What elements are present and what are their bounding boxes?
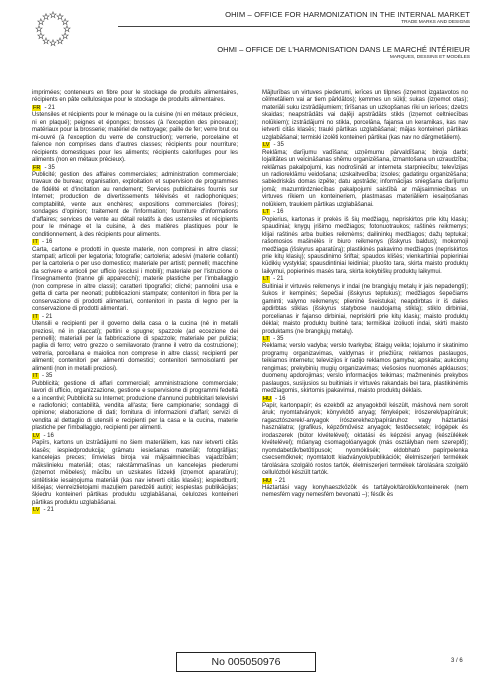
header-ohim-en-title: OHIM – OFFICE FOR HARMONIZATION IN THE INTERNAL MARKET: [225, 10, 470, 19]
class-heading: [32, 239, 238, 246]
language-code-badge: FR: [33, 104, 41, 111]
goods-services-text: Háztartási vagy konyhaeszközök és tartályok/tárolók/konteinerek (nem nemesfém vagy nemesfém bevonatú –); fésűk és: [262, 485, 468, 499]
star-icon: [57, 38, 63, 44]
class-heading: [262, 336, 468, 343]
star-icon: [43, 38, 49, 44]
class-number: - 35: [44, 164, 55, 171]
language-code-badge: IT: [33, 239, 38, 246]
class-heading: [262, 276, 468, 283]
star-icon: [62, 33, 68, 39]
goods-services-text: Publicité; gestion des affaires commerciales; administration commerciale; travaux de bureau; organisation, exploitation et supervision de programmes de fidélité et d'incitation au rendement; Services publicitaires fournis sur Internet; production de divertissements télévisés et radiophoniques; comptabilité, vente aux enchères; expositions commerciales (foires); sondages d'opinion; traitement de l'information; fourniture d'informations d'affaires; services de vente au détail relatifs à des ustensiles et récipients pour le ménage et la cuisine, à des matières plastiques pour le conditionnement, à des récipients pour aliments.: [32, 171, 238, 238]
star-icon: [36, 26, 42, 32]
class-heading: [32, 373, 238, 380]
class-number: - 21: [43, 507, 54, 514]
goods-services-text: imprimées; conteneurs en fibre pour le stockage de produits alimentaires, récipients en pâte cellulosique pour le stockage de produits alimentaires.: [32, 90, 238, 104]
header-ohmi-fr-subtitle: MARQUES, DESSINS ET MODÈLES: [389, 55, 470, 60]
right-column: [262, 90, 468, 500]
class-heading: [262, 209, 468, 216]
goods-services-text: Papír, kartonpapír; és ezekből az anyagokból készült, máshová nem sorolt áruk; nyomtatványok; könyvkötő anyag; fényképek; írószerek/papíráruk; ragasztószerek/-anyagok írószerekhez/papíráruhoz vagy háztartási használatra; (grafikus, képzőművész anyagok; festőecsetek; írógépek és irodaszerek (bútor kivételével); oktatási és képzési anyag (készülékek kivételével); műanyag csomagolóanyagok (más osztályban nem szereplő); nyomdabetűk/betűtípusok; nyomóklisék; eldobható papírpelenka csecsemőknek; nyomtatott kiadványok/publikációk; élelmiszerjeri termékek tárolására szolgáló rostos tartók, élelmiszerjeri termékek tárolására szolgáló cellulózból készült tartók.: [262, 403, 468, 477]
left-column: [32, 90, 238, 515]
language-code-badge: LT: [263, 335, 270, 342]
goods-services-text: Papīrs, kartons un izstrādājumi no šiem materiāliem, kas nav ietverti citās klasēs; iespiedprodukcija; grāmatu iesiešanas materiāli; fotogrāfijas; kancelejas preces; līmvielas biroja vai mājsaimniecības vajadzībām; mākslinieku materiāli; otas; rakstāmmašīnas un kancelejas piederumi (izņemot mēbeles); mācību un uzskates līdzekļi (izņemot aparatūru); sintētiskie iesaiņojuma materiāli (kas nav ietverti citās klasēs); iespiedburti; klišejas; vienreizlietojami mazuļiem paredzēti autiņi; iespiestas publikācijas; šķiedru konteineri pārtikas produktu uzglabāšanai, celulozes konteineri pārtikas produktu uzglabāšanai.: [32, 440, 238, 506]
class-number: - 16: [41, 239, 53, 246]
star-icon: [62, 19, 68, 25]
star-icon: [50, 40, 56, 46]
class-heading: [262, 396, 468, 403]
goods-services-text: Mājturības un virtuves piederumi, ierīces un tilpnes (izņemot izgatavotos no cēlmetāliem vai ar tiem pārklātos); ķemmes un sūkļi; sukas (izņemot otas); materiāli suku izstrādājumiem; tīrīšanas un uzkopšanas rīki un ierīces; dzelzs skaidas; neapstrādāts vai daļēji apstrādāts stikls (izņemot celtniecības nolūkiem); izstrādājumi no stikla, porcelāna, fajansa un keramikas, kas nav ietverti citās klasēs; trauki pārtikas uzglabāšanai; mājas konteineri pārtikas uzglabāšanai; termiski izolēti konteineri pārtikai (kas nav no dārgmetāliem).: [262, 90, 468, 141]
document-number-box: No 005050976: [176, 652, 316, 672]
class-heading: [262, 478, 468, 485]
goods-services-text: Pubblicità; gestione di affari commerciali; amministrazione commerciale; lavori di ufficio, organizzazione, gestione e supervisione di programmi fedeltà e a incentivi; Pubblicità su Internet; produzione d'annunci pubblicitari televisivi e radiofonici; contabilità, vendita all'asta; fiere campionarie; sondaggi di opinione; elaborazione di dati; fornitura di informazioni d'affari; servizi di vendita al dettaglio di utensili e recipienti per la casa e la cucina, materie plastiche per l'imballaggio, recipienti per alimenti.: [32, 380, 238, 432]
language-code-badge: LV: [33, 432, 40, 439]
goods-services-text: Popierius, kartonas ir prekės iš šių medžiagų, nepriskirtos prie kitų klasių; spaudiniai; knygų įrišimo medžiagos; fotonuotraukos; raštinės reikmenys; klijai raštinės arba buities reikmėms; dailininkų medžiagos; dažų teptukai; rašomosios mašinėlės ir biuro reikmenys (išskyrus baldus); mokomoji medžiaga (išskyrus aparatūrą); plastikinės pakavimo medžiagos (nepriskirtos prie kitų klasių); spausdinimo šriftai; spaudos klišės; vienkartiniai popieriniai kūdikių vystyklai; spausdintiniai leidiniai; pluošto tara, skirta maisto produktų laikymui, popierinės masės tara, skirta kokybiškų produktų laikymui.: [262, 216, 468, 275]
header-ohim-en: [118, 10, 470, 27]
eu-stars-logo: [32, 8, 74, 50]
language-code-badge: HU: [263, 477, 272, 484]
language-code-badge: LT: [263, 209, 270, 216]
language-code-badge: LV: [33, 507, 40, 514]
goods-services-text: Buitiniai ir virtuvės reikmenys ir indai (ne brangiųjų metalų ir jais nepadengti); šukos ir kempinės; šepečiai (išskyrus teptukus); medžiagos šepečiams gaminti; valymo reikmenys; plieninė šveistukai; neapdirbtas ir iš dalies apdirbtas stiklas (išskyrus statybose naudojamą stiklą); stiklo dirbiniai, porcelianas ir fajanso dirbiniai, nepriskirti prie kitų klasių; maisto produktų dėklai; maisto produktų buitinė tara; termiškai izoliuoti indai, skirti maisto produktams (ne brangiųjų metalų).: [262, 283, 468, 335]
star-icon: [50, 12, 56, 18]
header-ohmi-fr: [118, 45, 470, 60]
language-code-badge: LV: [263, 142, 270, 149]
star-icon: [43, 14, 49, 20]
class-number: - 35: [273, 142, 284, 149]
class-number: - 16: [273, 209, 284, 216]
class-heading: [32, 105, 238, 112]
goods-services-text: Utensili e recipienti per il governo della casa o la cucina (né in metalli preziosi, né in placcati); pettini e spugne; spazzole (ad eccezione dei pennelli); materiali per la fabbricazione di spazzole; materiale per pulizia; paglia di ferro; vetro grezzo o semilavorato (tranne il vetro da costruzione); vetreria, porcellana e maiolica non comprese in altre classi; recipienti per alimenti; contenitori per alimenti domestici; contenitori termoisolanti per alimenti (non in metalli preziosi).: [32, 321, 238, 372]
class-number: - 35: [41, 373, 53, 380]
star-icon: [38, 33, 44, 39]
goods-services-text: Reklāma; darījumu vadīšana; uzņēmumu pārvaldīšana; biroja darbi; lojalitātes un veicināšanas shēmu organizēšana, izmantošana un uzraudzība; reklāmas pakalpojumi, kas nodrošināti ar interneta starpniecību; televīzijas un radioreklāmu veidošana; uzskaitvedība; izsoles; gadatirgu organizēšana; sabiedriskās domas izpēte; datu apstrāde; informācijas sniegšana darījumu jomā; mazumtirdzniecības pakalpojumi saistībā ar mājsaimniecības un virtuves rīkiem un konteineriem, plastmasas materiāliem iesaiņošanas nolūkiem, traukiem pārtikas uzglabāšanai.: [262, 149, 468, 208]
class-number: - 21: [275, 477, 286, 484]
goods-services-text: Reklama; verslo vadyba; verslo tvarkybа; ištaigų veikla; lojalumo ir skatinimo programų organizavimas, valdymas ir priežiūra; reklamos paslaugos, teikiamos internetu; televizijos ir radijo reklamos gamyba; apskaita; aukcionų rengimas; prekybinių mugių organizavimas; viešosios nuomonės apklausos; duomenų apdorojimas; verslo informacijos teikimas; mažmeninės prekybos paslaugos, susijusios su buitiniais ir virtuvės rakandais bei tara, plastikinėmis medžiagomis, skirtomis įpakavimui, maisto produktų dėklais.: [262, 343, 468, 395]
language-code-badge: FR: [33, 164, 41, 171]
class-heading: [32, 433, 238, 440]
star-icon: [57, 14, 63, 20]
class-heading: [32, 165, 238, 172]
class-number: - 35: [273, 335, 284, 342]
class-number: - 16: [275, 395, 286, 402]
language-code-badge: HU: [263, 395, 272, 402]
language-code-badge: IT: [33, 313, 38, 320]
class-number: - 21: [41, 313, 53, 320]
class-heading: [32, 314, 238, 321]
class-number: - 21: [44, 104, 55, 111]
language-code-badge: LT: [263, 276, 270, 283]
language-code-badge: IT: [33, 373, 38, 380]
goods-services-text: Ustensiles et récipients pour le ménage ou la cuisine (ni en métaux précieux, ni en plaqué); peignes et éponges; brosses (à l'exception des pinceaux); matériaux pour la brosserie; matériel de nettoyage; paille de fer; verre brut ou mi-ouvré (à l'exception du verre de construction); verrerie, porcelaine et faïence non comprises dans d'autres classes; récipients pour nourriture; récipients domestiques pour les aliments; récipients calorifuges pour les aliments (non en métaux précieux).: [32, 112, 238, 164]
header-ohmi-fr-title: OHMI – OFFICE DE L'HARMONISATION DANS LE MARCHÉ INTÉRIEUR: [217, 45, 470, 54]
goods-services-text: Carta, cartone e prodotti in queste materie, non compresi in altre classi; stampati; articoli per legatoria; fotografie; cartoleria; adesivi (materie collanti) per la cartoleria o per uso domestico; materiale per artisti; pennelli; macchine da scrivere e articoli per ufficio (esclusi i mobili); materiale per l'istruzione o l'insegnamento (tranne gli apparecchi); materie plastiche per l'imballaggio (non comprese in altre classi); caratteri tipografici; cliché; pannolini usa e getta di carta per neonati; pubblicazioni stampate; contenitori in fibra per la conservazione di prodotti alimentari, contenitori in pasta di legno per la conservazione di prodotti alimentari.: [32, 246, 238, 313]
page-number: 3 / 6: [451, 658, 463, 664]
star-icon: [64, 26, 70, 32]
class-number: - 16: [43, 432, 54, 439]
class-number: - 21: [273, 276, 284, 283]
header-ohim-en-subtitle: TRADE MARKS AND DESIGNS: [401, 20, 470, 25]
class-heading: [32, 507, 238, 514]
class-heading: [262, 142, 468, 149]
star-icon: [38, 19, 44, 25]
